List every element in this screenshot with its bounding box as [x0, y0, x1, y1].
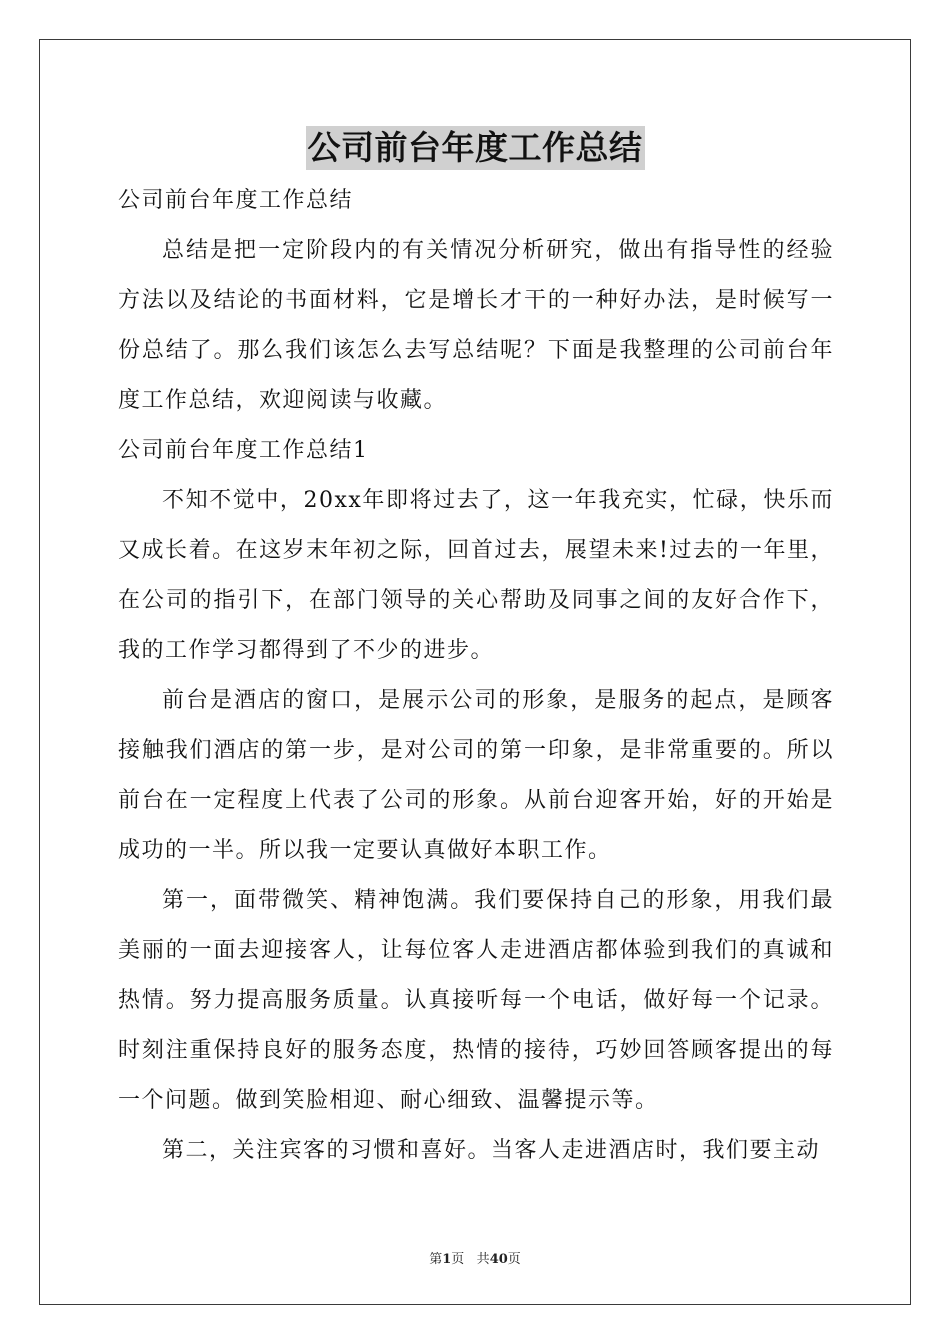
total-pages: 40: [489, 1252, 508, 1267]
body-paragraph-1: 不知不觉中，20xx年即将过去了，这一年我充实，忙碌，快乐而又成长着。在这岁末年初之际，回首过去，展望未来!过去的一年里，在公司的指引下，在部门领导的关心帮助及同事之间的友好合作下，我的工作学习都得到了不少的进步。: [118, 488, 834, 663]
section-heading: 公司前台年度工作总结1: [118, 438, 369, 463]
total-prefix: 共: [476, 1252, 490, 1267]
body-paragraph-4: 第二，关注宾客的习惯和喜好。当客人走进酒店时，我们要主动: [162, 1138, 821, 1163]
title-container: [0, 126, 950, 170]
document-body: [118, 176, 834, 1176]
document-subtitle: 公司前台年度工作总结: [118, 188, 354, 213]
document-title: 公司前台年度工作总结: [306, 126, 645, 170]
total-suffix: 页: [507, 1252, 521, 1267]
page-footer: [0, 1248, 950, 1267]
body-paragraph-2: 前台是酒店的窗口，是展示公司的形象，是服务的起点，是顾客接触我们酒店的第一步，是对公司的第一印象，是非常重要的。所以前台在一定程度上代表了公司的形象。从前台迎客开始，好的开始是成功的一半。所以我一定要认真做好本职工作。: [118, 688, 834, 863]
intro-paragraph: 总结是把一定阶段内的有关情况分析研究，做出有指导性的经验方法以及结论的书面材料，它是增长才干的一种好办法，是时候写一份总结了。那么我们该怎么去写总结呢？下面是我整理的公司前台年度工作总结，欢迎阅读与收藏。: [118, 238, 834, 413]
page-suffix: 页: [451, 1252, 465, 1267]
body-paragraph-3: 第一，面带微笑、精神饱满。我们要保持自己的形象，用我们最美丽的一面去迎接客人，让每位客人走进酒店都体验到我们的真诚和热情。努力提高服务质量。认真接听每一个电话，做好每一个记录。时刻注重保持良好的服务态度，热情的接待，巧妙回答顾客提出的每一个问题。做到笑脸相迎、耐心细致、温馨提示等。: [118, 888, 834, 1113]
page-prefix: 第: [429, 1252, 443, 1267]
page-number: 1: [442, 1252, 452, 1267]
